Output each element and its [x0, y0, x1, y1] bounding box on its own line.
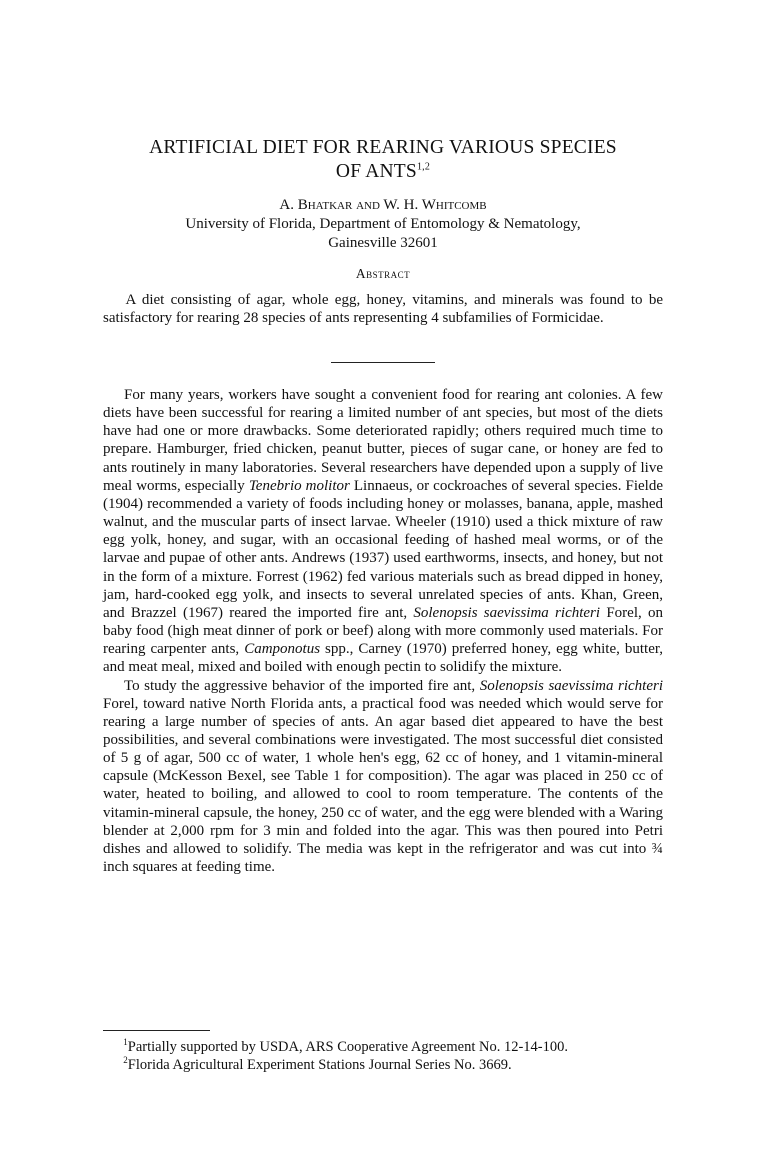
title-footnote-marks: 1,2: [416, 161, 431, 173]
paragraph-1: [103, 386, 663, 677]
author-affiliation: University of Florida, Department of Entomology & Nematology,: [185, 216, 581, 232]
footnote-1-text: Partially supported by USDA, ARS Cooperative Agreement No. 12-14-100.: [127, 1039, 568, 1055]
title-line-2: OF ANTS: [335, 161, 417, 182]
footnote-divider: [103, 1030, 210, 1031]
body-text: [103, 386, 663, 876]
paragraph-1-part-1: For many years, workers have sought a convenient food for rearing ant colonies. A few diets have been successful for rearing a limited number of ant species, but most of the diets have had one or more drawbacks. Some deteriorated rapidly; others required much time to prepare. Hamburger, fried chicken, peanut butter, pieces of sugar cane, or honey are fed to ants routinely in many laboratories. Several researchers have depended upon a supply of live meal worms, especially: [103, 387, 663, 494]
abstract-heading: Abstract: [355, 266, 411, 281]
title-line-1: ARTIFICIAL DIET FOR REARING VARIOUS SPECIES: [149, 137, 617, 158]
species-name-solenopsis-2: Solenopsis saevissima richteri: [479, 677, 663, 694]
footnote-2-mark: 2: [123, 1055, 128, 1066]
paragraph-2-part-2: Forel, toward native North Florida ants, a practical food was needed which would serve for rearing a large number of species of ants. An agar based diet appeared to have the best possibilities, and several combinations were investigated. The most successful diet consisted of 5 g of agar, 500 cc of water, 1 whole hen's egg, 62 cc of honey, and 1 vitamin-mineral capsule (McKesson Bexel, see Table 1 for composition). The agar was placed in 250 cc of water, heated to boiling, and allowed to cool to room temperature. The contents of the vitamin-mineral capsule, the honey, 250 cc of water, and the egg were blended with a Waring blender at 2,000 rpm for 3 min and folded into the agar. This was then poured into Petri dishes and allowed to solidify. The media was kept in the refrigerator and was cut into ¾ inch squares at feeding time.: [103, 695, 663, 876]
footnote-1-mark: 1: [123, 1037, 128, 1048]
footnote-2: [103, 1056, 663, 1074]
paper-title: [103, 136, 663, 184]
paragraph-1-part-3: Forel, on baby food (high meat dinner of pork or beef) along with more commonly used materials. For rearing carpenter ants,: [103, 604, 663, 658]
footnotes: [103, 1038, 663, 1074]
footnote-1: [103, 1038, 663, 1056]
species-name-tenebrio: Tenebrio molitor: [248, 477, 350, 494]
species-name-solenopsis: Solenopsis saevissima richteri: [413, 604, 601, 621]
paragraph-1-part-2: Linnaeus, or cockroaches of several species. Fielde (1904) recommended a variety of foods including honey or molasses, banana, apple, mashed walnut, and the muscular parts of insect larvae. Wheeler (1910) used a thick mixture of raw egg yolk, honey, and sugar, with an occasional feeding of hashed meal worms, or of the larvae and pupae of other ants. Andrews (1937) used earthworms, insects, and honey, but not in the form of a mixture. Forrest (1962) fed various materials such as bread dipped in honey, jam, hard-cooked egg yolk, and insects to several unrelated species of ants. Khan, Green, and Brazzel (1967) reared the imported fire ant,: [103, 477, 663, 621]
paragraph-2-part-1: To study the aggressive behavior of the imported fire ant,: [124, 677, 480, 694]
abstract: [103, 292, 663, 327]
paragraph-2: [103, 677, 663, 877]
author-location: Gainesville 32601: [328, 235, 438, 251]
footnote-2-text: Florida Agricultural Experiment Stations Journal Series No. 3669.: [127, 1057, 512, 1073]
author-names: A. Bhatkar and W. H. Whitcomb: [279, 197, 487, 213]
paragraph-1-part-4: spp., Carney (1970) preferred honey, egg white, butter, and meat meal, mixed and boiled with enough pectin to solidify the mixture.: [103, 641, 663, 676]
section-divider: [331, 362, 435, 363]
author-block: [103, 196, 663, 253]
genus-name-camponotus: Camponotus: [244, 641, 321, 658]
abstract-text: A diet consisting of agar, whole egg, honey, vitamins, and minerals was found to be satisfactory for rearing 28 species of ants representing 4 subfamilies of Formicidae.: [103, 292, 663, 326]
